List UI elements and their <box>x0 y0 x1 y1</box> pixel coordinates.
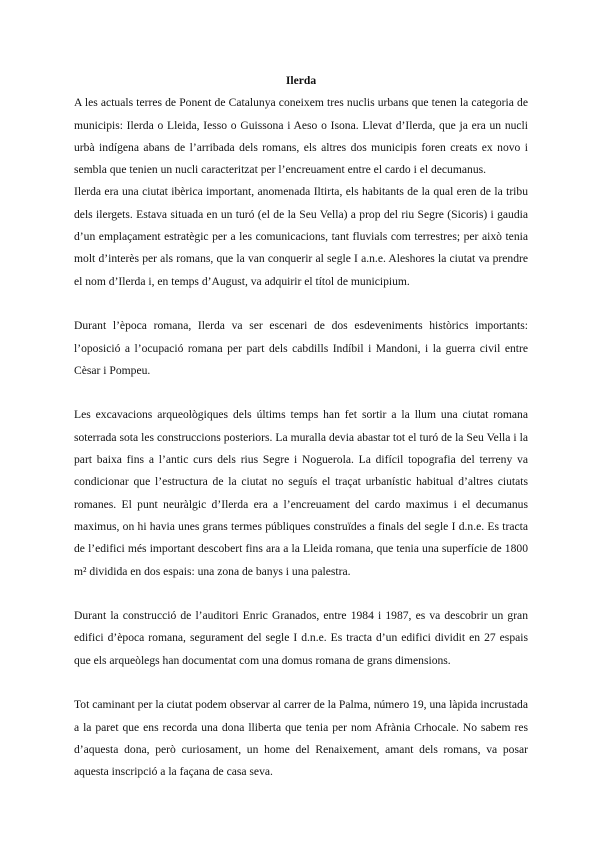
paragraph-5: Durant la construcció de l’auditori Enric Granados, entre 1984 i 1987, es va descobrir un gran edifici d’època romana, segurament del segle I d.n.e. Es tracta d’un edifici dividit en 27 espais que els arqueòlegs han documentat com una domus romana de grans dimensions. <box>74 609 528 667</box>
paragraph-spacer <box>74 672 528 694</box>
paragraph-spacer <box>74 583 528 605</box>
paragraph-2: Ilerda era una ciutat ibèrica important, anomenada Iltirta, els habitants de la qual eren de la tribu dels ilergets. Estava situada en un turó (el de la Seu Vella) a prop del riu Segre (Sicoris) i gaudia d’un emplaçament estratègic per a les comunicacions, tant fluvials com terrestres; per això tenia molt d’interès per als romans, que la van conquerir al segle I a.n.e. Aleshores la ciutat va prendre el nom d’Ilerda i, en temps d’August, va adquirir el títol de municipium. <box>74 185 528 288</box>
paragraph-spacer <box>74 382 528 404</box>
document-title: Ilerda <box>285 74 317 87</box>
paragraph-4: Les excavacions arqueològiques dels últims temps han fet sortir a la llum una ciutat romana soterrada sota les construccions posteriors. La muralla devia abastar tot el turó de la Seu Vella i la part baixa fins a l’antic curs dels rius Segre i Noguerola. La difícil topografia del terreny va condicionar que l’estructura de la ciutat no seguís el traçat urbanístic habitual d’altres ciutats romanes. El punt neuràlgic d’Ilerda era a l’encreuament del cardo maximus i el decumanus maximus, on hi havia unes grans termes públiques construïdes a finals del segle I d.n.e. Es tracta de l’edifici més important descobert fins ara a la Lleida romana, que tenia una superfície de 1800 m² dividida en dos espais: una zona de banys i una palestra. <box>74 408 528 578</box>
paragraph-1: A les actuals terres de Ponent de Catalunya coneixem tres nuclis urbans que tenen la categoria de municipis: Ilerda o Lleida, Iesso o Guissona i Aeso o Isona. Llevat d’Ilerda, que ja era un nucli urbà indígena abans de l’arribada dels romans, els altres dos municipis foren creats ex novo i sembla que tenien un nucli caracteritzat per l’encreuament entre el cardo i el decumanus. <box>74 96 528 177</box>
paragraph-3: Durant l’època romana, Ilerda va ser escenari de dos esdeveniments històrics importants: l’oposició a l’ocupació romana per part dels cabdills Indíbil i Mandoni, i la guerra civil entre Cèsar i Pompeu. <box>74 319 528 377</box>
paragraph-spacer <box>74 293 528 315</box>
paragraph-6: Tot caminant per la ciutat podem observar al carrer de la Palma, número 19, una làpida incrustada a la paret que ens recorda una dona lliberta que tenia per nom Afrània Crhocale. No sabem res d’aquesta dona, però curiosament, un home del Renaixement, amant dels romans, va posar aquesta inscripció a la façana de casa seva. <box>74 698 528 779</box>
document-body <box>74 70 528 784</box>
